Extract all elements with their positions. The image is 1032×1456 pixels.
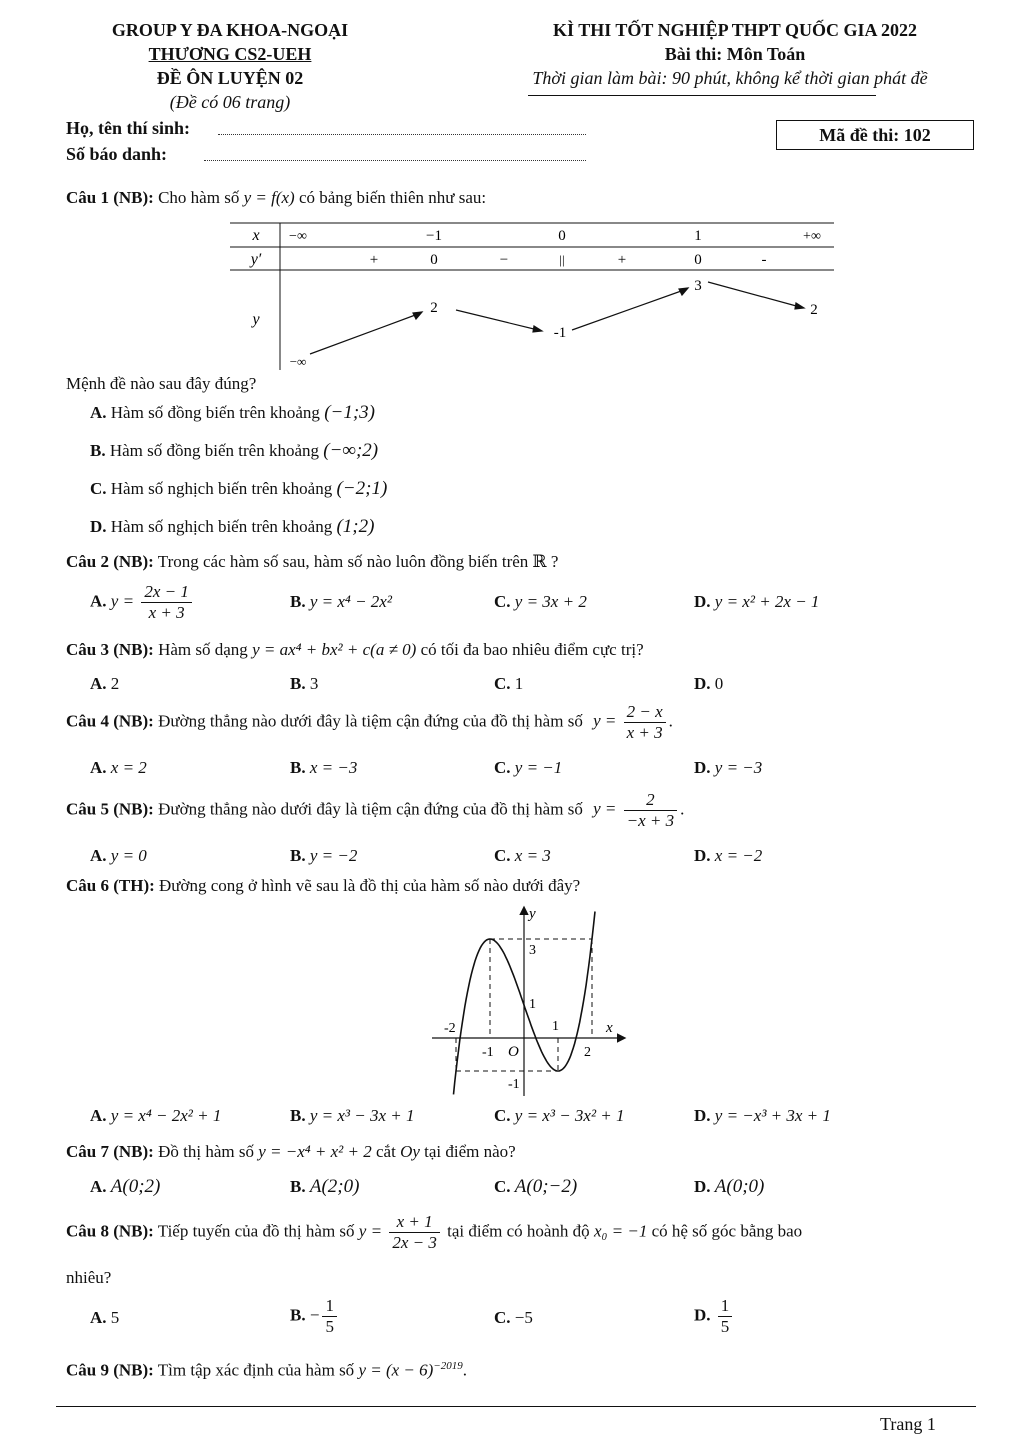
q3-option-c-text: 1	[514, 674, 524, 693]
graph-label-x-2: -2	[444, 1021, 456, 1036]
question-9	[66, 1360, 467, 1381]
q7-option-d-math: A(0;0)	[714, 1176, 765, 1197]
q6-option-a[interactable]	[90, 1106, 221, 1126]
q2-option-a[interactable]	[90, 582, 195, 623]
q1-option-b-text: Hàm số đồng biến trên khoảng	[109, 441, 319, 460]
cubic-graph	[428, 900, 638, 1098]
question-9-exponent: −2019	[433, 1360, 463, 1372]
dy-val-5: 0	[694, 252, 702, 268]
question-9-math: y = (x − 6)	[358, 1360, 434, 1380]
question-8-pre: y =	[358, 1221, 383, 1241]
q2-option-b-label: B.	[290, 592, 306, 611]
q5-option-d-math: x = −2	[714, 846, 763, 865]
q4-option-b-math: x = −3	[309, 758, 358, 777]
q5-option-d-label: D.	[694, 846, 711, 865]
q4-option-c[interactable]	[494, 758, 562, 778]
id-field[interactable]	[204, 160, 586, 161]
q3-option-d-text: 0	[714, 674, 724, 693]
title-underline	[528, 95, 876, 96]
q5-option-c-label: C.	[494, 846, 511, 865]
q6-option-c-label: C.	[494, 1106, 511, 1125]
q8-option-a-label: A.	[90, 1308, 107, 1327]
q8-option-d[interactable]	[694, 1296, 735, 1337]
y-val-2: -1	[553, 325, 567, 341]
question-8-math: x₀ = −1	[593, 1221, 648, 1241]
q3-option-c[interactable]	[494, 674, 523, 694]
question-9-text: Tìm tập xác định của hàm số	[157, 1360, 355, 1380]
question-4: Câu 4 (NB): Đường thẳng nào dưới đây là tiệm cận đứng của đồ thị hàm số y = $\frac{2 - x}{x + 3}$ .	[66, 702, 673, 742]
q1-option-a-math: (−1;3)	[324, 402, 375, 423]
dy-val-1: 0	[430, 252, 438, 268]
q2-option-b-math: y = x⁴ − 2x²	[309, 592, 392, 611]
q1-option-d-text: Hàm số nghịch biến trên khoảng	[110, 517, 333, 536]
id-label: Số báo danh:	[66, 144, 168, 164]
q8-option-b-label: B.	[290, 1305, 306, 1325]
q6-option-b[interactable]	[290, 1106, 415, 1126]
question-8-continuation: nhiêu?	[66, 1268, 112, 1287]
q3-option-a-text: 2	[110, 674, 120, 693]
dy-val-3: ||	[559, 252, 565, 267]
q3-option-d[interactable]	[694, 674, 723, 694]
name-field[interactable]	[218, 134, 586, 135]
x-val-1: −1	[426, 228, 442, 244]
question-3	[66, 640, 644, 660]
q6-option-a-label: A.	[90, 1106, 107, 1125]
question-7-text: Đồ thị hàm số	[158, 1142, 254, 1161]
q8-option-a-text: 5	[110, 1308, 120, 1327]
q5-option-b-label: B.	[290, 846, 306, 865]
q1-option-b-label: B.	[90, 441, 106, 460]
question-6-text: Đường cong ở hình vẽ sau là đồ thị của hàm số nào dưới đây?	[159, 876, 581, 895]
graph-label-x1: 1	[552, 1019, 559, 1034]
q1-option-a-text: Hàm số đồng biến trên khoảng	[110, 403, 320, 422]
q4-option-c-math: y = −1	[514, 758, 563, 777]
q7-option-c-math: A(0;−2)	[514, 1176, 578, 1197]
q2-option-a-denominator: x + 3	[148, 603, 185, 622]
q3-option-b[interactable]	[290, 674, 318, 694]
q2-option-c-label: C.	[494, 592, 511, 611]
question-3-text: Hàm số dạng	[158, 640, 248, 659]
q4-option-a[interactable]	[90, 758, 147, 778]
q6-option-c[interactable]	[494, 1106, 625, 1126]
question-8	[66, 1212, 996, 1253]
footer-divider	[56, 1406, 976, 1407]
question-3-math: y = ax⁴ + bx² + c(a ≠ 0)	[252, 640, 417, 659]
question-1-prompt: Mệnh đề nào sau đây đúng?	[66, 374, 257, 393]
question-1-text: Cho hàm số	[158, 188, 240, 207]
question-1-math: y = f(x)	[243, 188, 295, 207]
y-val-3: 3	[694, 278, 702, 294]
exam-title: KÌ THI TỐT NGHIỆP THPT QUỐC GIA 2022	[553, 20, 917, 40]
question-4-numerator: 2 − x	[624, 702, 666, 723]
question-7-text-3: tại điểm nào?	[424, 1142, 516, 1161]
question-6-label: Câu 6 (TH):	[66, 876, 155, 895]
q1-option-d-math: (1;2)	[336, 516, 375, 537]
q2-option-d-label: D.	[694, 592, 711, 611]
q1-option-b[interactable]	[90, 440, 378, 462]
q7-option-c-label: C.	[494, 1177, 511, 1196]
question-1	[66, 188, 486, 208]
q1-option-d-label: D.	[90, 517, 107, 536]
q3-option-a[interactable]	[90, 674, 119, 694]
q4-option-c-label: C.	[494, 758, 511, 777]
question-4-denominator: x + 3	[626, 723, 663, 742]
q2-option-d[interactable]	[694, 592, 819, 612]
question-5-denominator: −x + 3	[626, 811, 675, 830]
question-1-text-2: có bảng biến thiên như sau:	[298, 188, 487, 207]
q7-option-c[interactable]	[494, 1176, 577, 1198]
table-y-header: y	[252, 311, 260, 328]
question-2	[66, 552, 558, 572]
question-5-label: Câu 5 (NB):	[66, 799, 154, 819]
question-5-numerator: 2	[624, 790, 678, 811]
x-val-0: −∞	[289, 229, 307, 244]
q3-option-d-label: D.	[694, 674, 711, 693]
dy-val-4: +	[617, 252, 627, 268]
q4-option-b[interactable]	[290, 758, 357, 778]
q1-option-d[interactable]	[90, 516, 374, 538]
question-8-text-2: tại điểm có hoành độ	[447, 1221, 590, 1241]
q2-option-c[interactable]	[494, 592, 587, 612]
q3-option-a-label: A.	[90, 674, 107, 693]
dy-val-0: +	[369, 252, 379, 268]
question-5-pre: y =	[593, 799, 617, 819]
question-4-text: Đường thẳng nào dưới đây là tiệm cận đứng của đồ thị hàm số	[158, 711, 583, 731]
q8-option-b-denominator: 5	[325, 1317, 334, 1336]
dy-val-6: -	[761, 252, 767, 268]
q5-option-a-math: y = 0	[110, 846, 147, 865]
question-5-fraction	[624, 790, 678, 831]
question-4-fraction	[624, 702, 666, 743]
graph-label-3: 3	[529, 943, 536, 958]
q8-option-b-fraction	[322, 1296, 337, 1337]
y-val-4: 2	[810, 302, 818, 318]
graph-origin-label: O	[508, 1044, 519, 1060]
exam-subject: Bài thi: Môn Toán	[664, 44, 806, 64]
q7-option-a-label: A.	[90, 1177, 107, 1196]
q7-option-b-label: B.	[290, 1177, 306, 1196]
q2-option-a-numerator: 2x − 1	[141, 582, 192, 603]
q1-option-c-label: C.	[90, 479, 107, 498]
name-label: Họ, tên thí sinh:	[66, 118, 191, 138]
q3-option-c-label: C.	[494, 674, 511, 693]
q2-option-b[interactable]	[290, 592, 392, 612]
x-val-2: 0	[558, 228, 566, 244]
exam-number: ĐỀ ÔN LUYỆN 02	[156, 68, 304, 88]
q8-option-d-denominator: 5	[720, 1317, 730, 1336]
q6-option-a-math: y = x⁴ − 2x² + 1	[110, 1106, 222, 1125]
q8-option-c[interactable]	[494, 1308, 533, 1328]
question-7-text-2: cắt	[375, 1142, 396, 1161]
q5-option-c-math: x = 3	[514, 846, 551, 865]
q7-option-a[interactable]	[90, 1176, 160, 1198]
question-7	[66, 1142, 516, 1162]
q7-option-a-math: A(0;2)	[110, 1176, 161, 1197]
graph-label-x-1: -1	[482, 1045, 494, 1060]
q2-option-a-fraction	[141, 582, 192, 623]
y-val-0: −∞	[289, 354, 307, 369]
q6-option-d-label: D.	[694, 1106, 711, 1125]
q7-option-b-math: A(2;0)	[309, 1176, 360, 1197]
q8-option-b[interactable]	[290, 1296, 340, 1337]
q3-option-b-label: B.	[290, 674, 306, 693]
q4-option-d-math: y = −3	[714, 758, 763, 777]
q3-option-b-text: 3	[309, 674, 319, 693]
q2-option-c-math: y = 3x + 2	[514, 592, 587, 611]
graph-label-y1: 1	[529, 997, 536, 1012]
q1-option-a[interactable]	[90, 402, 375, 424]
q4-option-d[interactable]	[694, 758, 762, 778]
q1-option-a-label: A.	[90, 403, 107, 422]
graph-label-y-1: -1	[508, 1077, 520, 1092]
x-val-3: 1	[694, 228, 702, 244]
q7-option-d[interactable]	[694, 1176, 764, 1198]
q8-option-d-label: D.	[694, 1305, 711, 1325]
q4-option-b-label: B.	[290, 758, 306, 777]
q5-option-a-label: A.	[90, 846, 107, 865]
graph-y-label: y	[529, 906, 536, 922]
question-8-text-3: có hệ số góc bằng bao	[651, 1221, 803, 1241]
exam-code-box: Mã đề thi: 102	[776, 120, 974, 150]
question-5-text: Đường thẳng nào dưới đây là tiệm cận đứng của đồ thị hàm số	[158, 799, 583, 819]
q5-option-b[interactable]	[290, 846, 357, 866]
q4-option-d-label: D.	[694, 758, 711, 777]
question-9-label: Câu 9 (NB):	[66, 1360, 154, 1380]
graph-label-x2: 2	[584, 1045, 591, 1060]
q2-option-a-label: A.	[90, 591, 107, 611]
exam-time: Thời gian làm bài: 90 phút, không kể thời gian phát đề	[532, 68, 928, 88]
q4-option-a-label: A.	[90, 758, 107, 777]
q8-option-d-fraction	[718, 1296, 733, 1337]
y-val-1: 2	[430, 300, 438, 316]
q8-option-d-numerator: 1	[718, 1296, 733, 1317]
q1-option-c-math: (−2;1)	[336, 478, 388, 499]
q5-option-d[interactable]	[694, 846, 762, 866]
question-8-text: Tiếp tuyến của đồ thị hàm số	[157, 1221, 355, 1241]
page-number: Trang 1	[880, 1414, 936, 1434]
question-5: Câu 5 (NB): Đường thẳng nào dưới đây là tiệm cận đứng của đồ thị hàm số y = $\frac{2}{-x + 3}$ .	[66, 790, 685, 830]
q7-option-d-label: D.	[694, 1177, 711, 1196]
q2-option-d-math: y = x² + 2x − 1	[714, 592, 820, 611]
x-val-4: +∞	[803, 229, 821, 244]
question-2-text: Trong các hàm số sau, hàm số nào luôn đồng biến trên ℝ ?	[157, 552, 559, 571]
question-7-label: Câu 7 (NB):	[66, 1142, 154, 1161]
q8-option-a[interactable]	[90, 1308, 119, 1328]
table-dy-header: y′	[250, 251, 262, 268]
question-3-label: Câu 3 (NB):	[66, 640, 154, 659]
question-4-label: Câu 4 (NB):	[66, 711, 154, 731]
q8-option-b-numerator: 1	[322, 1296, 337, 1317]
q1-option-c[interactable]	[90, 478, 387, 500]
org-line-1: GROUP Y ĐA KHOA-NGOẠI	[111, 20, 349, 40]
q2-option-a-pre: y =	[110, 591, 135, 611]
q6-option-c-math: y = x³ − 3x² + 1	[514, 1106, 625, 1125]
question-4-pre: y =	[593, 711, 617, 731]
question-8-label: Câu 8 (NB):	[66, 1221, 154, 1241]
q5-option-a[interactable]	[90, 846, 147, 866]
q1-option-c-text: Hàm số nghịch biến trên khoảng	[110, 479, 333, 498]
question-6	[66, 876, 580, 896]
q6-option-d[interactable]	[694, 1106, 831, 1126]
page-count-note: (Đề có 06 trang)	[169, 92, 291, 112]
question-9-end: .	[462, 1360, 467, 1380]
question-1-label: Câu 1 (NB):	[66, 188, 154, 207]
org-line-2: THƯƠNG CS2-UEH	[148, 44, 312, 64]
q6-option-b-math: y = x³ − 3x + 1	[309, 1106, 415, 1125]
variation-table	[230, 222, 834, 370]
q8-option-c-label: C.	[494, 1308, 511, 1327]
q6-option-b-label: B.	[290, 1106, 306, 1125]
question-8-fraction	[389, 1212, 440, 1253]
q8-option-c-text: −5	[514, 1308, 533, 1327]
question-8-denominator: 2x − 3	[392, 1233, 437, 1252]
question-7-math: y = −x⁴ + x² + 2	[258, 1142, 372, 1161]
dy-val-2: −	[499, 252, 509, 268]
q4-option-a-math: x = 2	[110, 758, 147, 777]
q5-option-b-math: y = −2	[309, 846, 358, 865]
q7-option-b[interactable]	[290, 1176, 359, 1198]
question-8-numerator: x + 1	[389, 1212, 440, 1233]
q5-option-c[interactable]	[494, 846, 551, 866]
question-3-text-2: có tối đa bao nhiêu điểm cực trị?	[420, 640, 644, 659]
q6-option-d-math: y = −x³ + 3x + 1	[714, 1106, 831, 1125]
table-x-header: x	[252, 227, 260, 244]
q8-option-b-sign: −	[309, 1305, 320, 1325]
q1-option-b-math: (−∞;2)	[323, 440, 379, 461]
graph-x-label: x	[606, 1020, 613, 1036]
question-2-label: Câu 2 (NB):	[66, 552, 154, 571]
question-7-math-2: Oy	[400, 1142, 420, 1161]
